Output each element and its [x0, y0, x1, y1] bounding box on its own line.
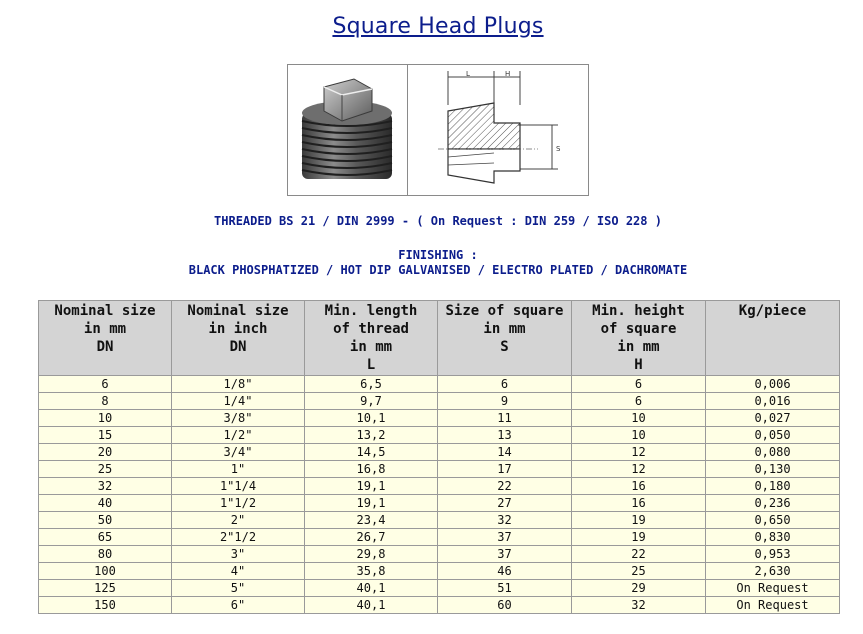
table-row	[39, 393, 840, 410]
cell-thread-length: 40,1	[305, 580, 438, 597]
cell-square-height: 19	[572, 512, 706, 529]
header-square-height-text: Min. height of square in mm H	[592, 303, 685, 373]
header-square-size	[438, 301, 572, 376]
product-figure	[287, 64, 589, 196]
finishing-label: FINISHING :	[398, 248, 478, 262]
drawing-label-width: S	[556, 145, 561, 153]
cell-square-size: 51	[438, 580, 572, 597]
cell-thread-length: 35,8	[305, 563, 438, 580]
cell-weight: 0,130	[706, 461, 840, 478]
cell-square-size: 17	[438, 461, 572, 478]
cell-square-size: 46	[438, 563, 572, 580]
table-row	[39, 529, 840, 546]
cell-square-height: 16	[572, 478, 706, 495]
header-weight-text: Kg/piece	[738, 303, 807, 319]
cell-weight: 0,953	[706, 546, 840, 563]
cell-dn-mm: 40	[39, 495, 172, 512]
cell-square-size: 6	[438, 376, 572, 393]
cell-square-size: 22	[438, 478, 572, 495]
cell-thread-length: 40,1	[305, 597, 438, 614]
cell-square-height: 6	[572, 376, 706, 393]
cell-dn-mm: 6	[39, 376, 172, 393]
cell-square-size: 37	[438, 529, 572, 546]
cell-dn-mm: 50	[39, 512, 172, 529]
cell-dn-inch: 1"1/2	[172, 495, 305, 512]
cell-thread-length: 6,5	[305, 376, 438, 393]
cell-thread-length: 10,1	[305, 410, 438, 427]
cell-weight: 2,630	[706, 563, 840, 580]
header-square-size-text: Size of square in mm S	[445, 303, 564, 355]
cell-weight: 0,006	[706, 376, 840, 393]
cell-weight: 0,236	[706, 495, 840, 512]
table-row	[39, 444, 840, 461]
cell-dn-inch: 2"	[172, 512, 305, 529]
cell-dn-mm: 65	[39, 529, 172, 546]
header-square-height	[572, 301, 706, 376]
cell-dn-inch: 3/4"	[172, 444, 305, 461]
cell-thread-length: 16,8	[305, 461, 438, 478]
cell-weight: 0,080	[706, 444, 840, 461]
table-row	[39, 427, 840, 444]
cell-square-height: 29	[572, 580, 706, 597]
cell-square-size: 13	[438, 427, 572, 444]
header-thread-length	[305, 301, 438, 376]
header-nominal-mm	[39, 301, 172, 376]
cell-thread-length: 19,1	[305, 495, 438, 512]
cell-thread-length: 23,4	[305, 512, 438, 529]
cell-thread-length: 14,5	[305, 444, 438, 461]
cell-dn-inch: 1"	[172, 461, 305, 478]
cell-weight: 0,027	[706, 410, 840, 427]
table-row	[39, 512, 840, 529]
cell-weight: 0,050	[706, 427, 840, 444]
cell-weight: 0,830	[706, 529, 840, 546]
cell-dn-mm: 25	[39, 461, 172, 478]
cell-thread-length: 26,7	[305, 529, 438, 546]
cell-square-height: 12	[572, 444, 706, 461]
cell-weight: 0,650	[706, 512, 840, 529]
table-row	[39, 376, 840, 393]
cell-dn-mm: 32	[39, 478, 172, 495]
cell-square-height: 32	[572, 597, 706, 614]
cell-square-size: 37	[438, 546, 572, 563]
cell-dn-mm: 8	[39, 393, 172, 410]
table-row	[39, 563, 840, 580]
cell-weight: 0,180	[706, 478, 840, 495]
table-row	[39, 410, 840, 427]
cell-square-size: 9	[438, 393, 572, 410]
cell-dn-mm: 15	[39, 427, 172, 444]
cell-square-size: 32	[438, 512, 572, 529]
thread-standard-text: THREADED BS 21 / DIN 2999 - ( On Request : DIN 259 / ISO 228 )	[214, 214, 662, 228]
cell-dn-inch: 6"	[172, 597, 305, 614]
header-thread-length-text: Min. length of thread in mm L	[324, 303, 418, 373]
cell-dn-inch: 4"	[172, 563, 305, 580]
header-nominal-inch-text: Nominal size in inch DN	[187, 303, 289, 355]
cell-square-height: 16	[572, 495, 706, 512]
specification-table	[38, 300, 840, 614]
table-row	[39, 597, 840, 614]
cell-square-height: 12	[572, 461, 706, 478]
cell-square-height: 25	[572, 563, 706, 580]
cell-dn-mm: 125	[39, 580, 172, 597]
cell-dn-inch: 2"1/2	[172, 529, 305, 546]
cell-thread-length: 29,8	[305, 546, 438, 563]
cell-dn-inch: 5"	[172, 580, 305, 597]
cell-dn-mm: 150	[39, 597, 172, 614]
cell-square-size: 27	[438, 495, 572, 512]
cell-square-size: 14	[438, 444, 572, 461]
table-row	[39, 478, 840, 495]
table-row	[39, 546, 840, 563]
cell-dn-inch: 1/2"	[172, 427, 305, 444]
cell-dn-inch: 3"	[172, 546, 305, 563]
technical-drawing	[408, 65, 586, 195]
cell-thread-length: 19,1	[305, 478, 438, 495]
table-row	[39, 580, 840, 597]
cell-weight: On Request	[706, 597, 840, 614]
cell-square-height: 6	[572, 393, 706, 410]
header-weight	[706, 301, 840, 376]
finishing-options: BLACK PHOSPHATIZED / HOT DIP GALVANISED / ELECTRO PLATED / DACHROMATE	[188, 263, 688, 277]
cell-dn-mm: 80	[39, 546, 172, 563]
cell-thread-length: 9,7	[305, 393, 438, 410]
cell-weight: On Request	[706, 580, 840, 597]
cell-weight: 0,016	[706, 393, 840, 410]
cell-dn-mm: 10	[39, 410, 172, 427]
cell-square-height: 10	[572, 410, 706, 427]
table-row	[39, 495, 840, 512]
header-nominal-mm-text: Nominal size in mm DN	[54, 303, 156, 355]
header-nominal-inch	[172, 301, 305, 376]
table-header-row	[39, 301, 840, 376]
cell-square-size: 11	[438, 410, 572, 427]
plug-photo	[288, 65, 407, 195]
cell-thread-length: 13,2	[305, 427, 438, 444]
cell-dn-inch: 1/8"	[172, 376, 305, 393]
cell-square-height: 10	[572, 427, 706, 444]
cell-dn-mm: 100	[39, 563, 172, 580]
page-title: Square Head Plugs	[332, 14, 544, 39]
cell-square-height: 22	[572, 546, 706, 563]
table-row	[39, 461, 840, 478]
cell-dn-inch: 1"1/4	[172, 478, 305, 495]
cell-square-size: 60	[438, 597, 572, 614]
cell-dn-inch: 3/8"	[172, 410, 305, 427]
cell-dn-mm: 20	[39, 444, 172, 461]
cell-dn-inch: 1/4"	[172, 393, 305, 410]
drawing-label-height: H	[505, 70, 511, 78]
cell-square-height: 19	[572, 529, 706, 546]
drawing-label-length: L	[466, 70, 470, 78]
